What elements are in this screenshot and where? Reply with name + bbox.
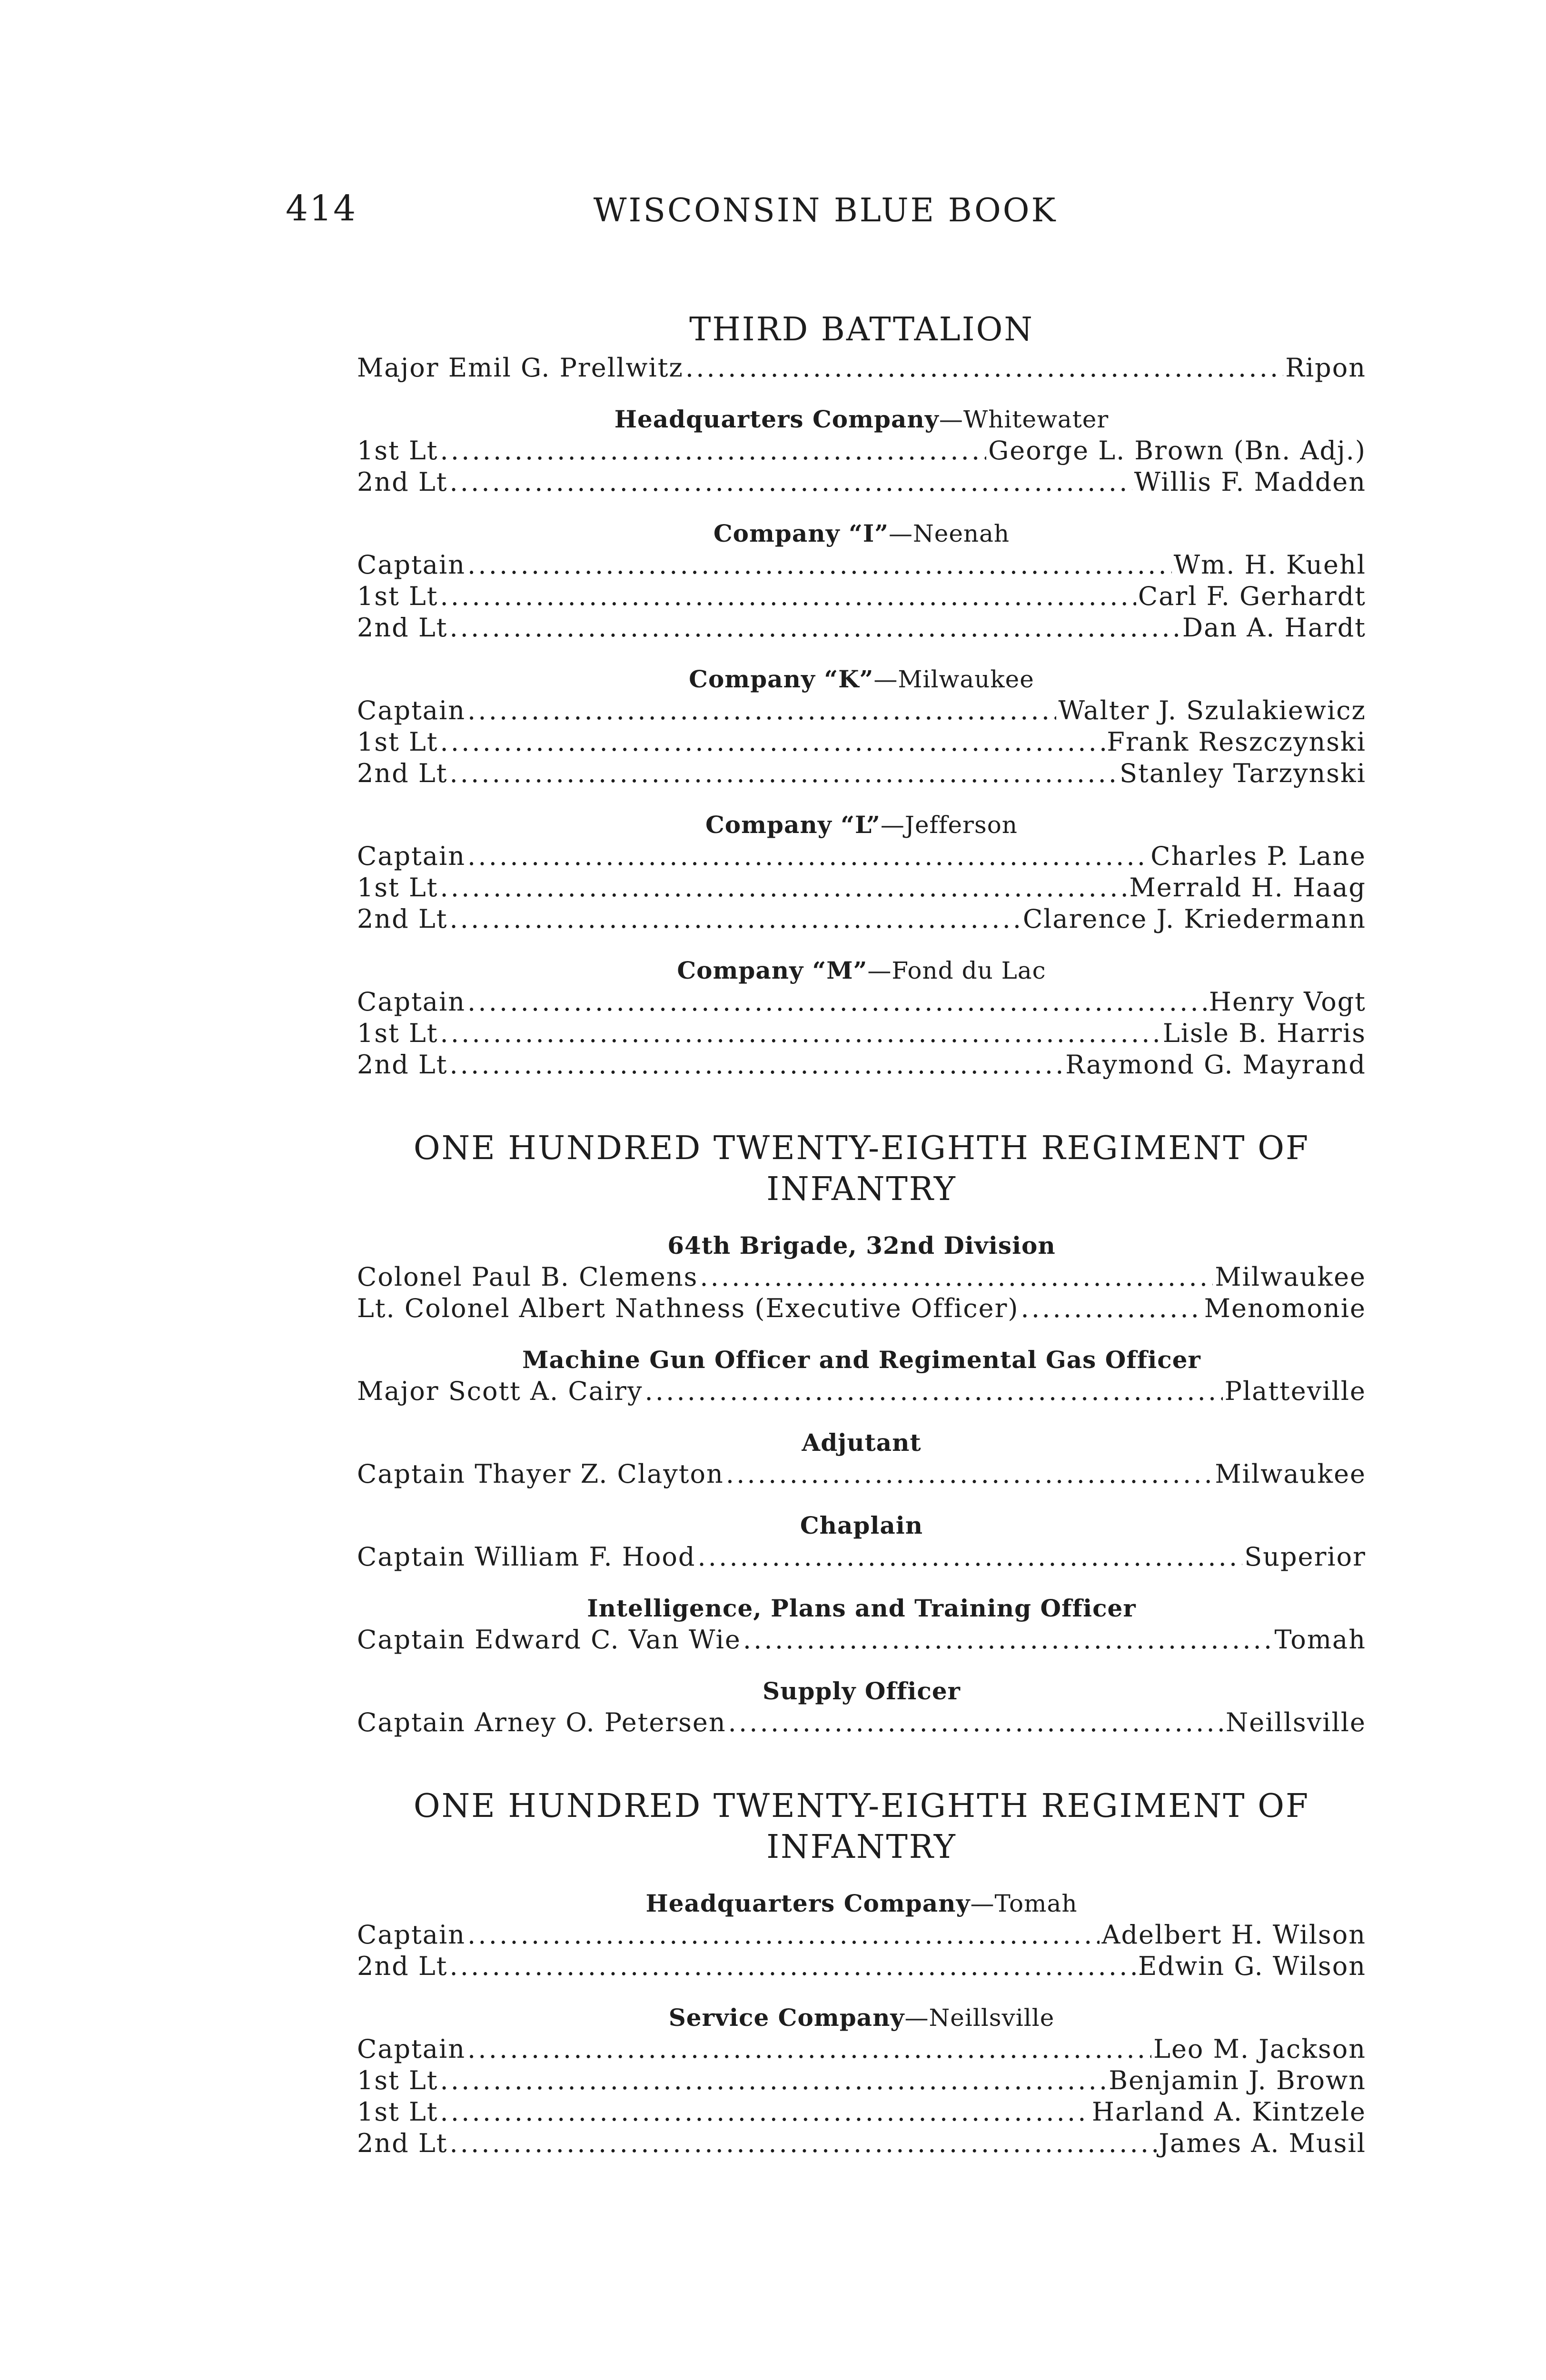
entry-rank-label: Captain Edward C. Van Wie (357, 1625, 741, 1655)
dot-leader (644, 1376, 1222, 1407)
roster-entry (357, 1376, 1366, 1407)
entry-value: Leo M. Jackson (1153, 2034, 1366, 2064)
group-heading-place: —Neenah (888, 520, 1010, 547)
section-spacer (357, 1738, 1366, 1786)
group-heading-place: —Fond du Lac (867, 957, 1046, 984)
roster-section (357, 1128, 1366, 1738)
entry-rank-label: 1st Lt (357, 436, 438, 466)
group-heading (357, 1427, 1366, 1458)
dot-leader (467, 986, 1207, 1018)
group-heading (357, 1888, 1366, 1919)
dot-leader (449, 1951, 1136, 1982)
roster-entry (357, 872, 1366, 903)
entry-rank-label: Major Scott A. Cairy (357, 1376, 643, 1406)
entry-rank-label: Captain Thayer Z. Clayton (357, 1459, 724, 1489)
group-heading-title: Company “I” (713, 519, 889, 547)
roster-entry (357, 1624, 1366, 1656)
group-heading-title: 64th Brigade, 32nd Division (667, 1231, 1056, 1259)
group-heading-title: Headquarters Company (614, 405, 939, 433)
entry-rank-label: 1st Lt (357, 2065, 438, 2095)
roster-content (357, 309, 1366, 2159)
group-heading-title: Headquarters Company (645, 1889, 971, 1917)
group-heading-place: —Milwaukee (873, 665, 1034, 693)
dot-leader (440, 726, 1105, 758)
roster-entry (357, 549, 1366, 581)
entry-rank-label: 2nd Lt (357, 467, 448, 497)
roster-entry (357, 466, 1366, 498)
page-number: 414 (286, 188, 357, 229)
entry-rank-label: 1st Lt (357, 727, 438, 757)
entry-rank-label: Captain (357, 1920, 466, 1950)
dot-leader (697, 1541, 1242, 1573)
entry-rank-label: Captain (357, 2034, 466, 2064)
group-heading-title: Company “L” (705, 811, 881, 839)
roster-entry (357, 903, 1366, 935)
dot-leader (726, 1458, 1213, 1490)
entry-rank-label: 2nd Lt (357, 904, 448, 934)
roster-entry (357, 1707, 1366, 1738)
group-heading-title: Company “K” (689, 665, 874, 693)
roster-entry (357, 581, 1366, 612)
entry-value: Dan A. Hardt (1182, 613, 1366, 643)
roster-entry (357, 1951, 1366, 1982)
entry-value: Frank Reszczynski (1107, 727, 1366, 757)
entry-value: Raymond G. Mayrand (1065, 1050, 1366, 1080)
group-heading-title: Company “M” (677, 956, 868, 984)
section-title: ONE HUNDRED TWENTY-EIGHTH REGIMENT OF INFANTRY (413, 1130, 1310, 1208)
roster-entry (357, 695, 1366, 726)
roster-entry (357, 1458, 1366, 1490)
roster-section (357, 1786, 1366, 2159)
group-heading-place: —Whitewater (939, 406, 1109, 433)
entry-value: Adelbert H. Wilson (1101, 1920, 1366, 1950)
group-heading-place: —Neillsville (904, 2004, 1055, 2032)
roster-entry (357, 352, 1366, 384)
entry-value: Tomah (1274, 1625, 1366, 1655)
entry-rank-label: 2nd Lt (357, 613, 448, 643)
dot-leader (685, 352, 1283, 384)
dot-leader (467, 1919, 1100, 1951)
entry-rank-label: 2nd Lt (357, 1951, 448, 1981)
entry-value: Carl F. Gerhardt (1138, 581, 1366, 611)
entry-value: Platteville (1224, 1376, 1366, 1406)
entry-rank-label: 2nd Lt (357, 758, 448, 788)
roster-entry (357, 758, 1366, 789)
group-heading-title: Machine Gun Officer and Regimental Gas Officer (522, 1346, 1201, 1374)
roster-entry (357, 726, 1366, 758)
group-heading-title: Adjutant (802, 1428, 922, 1457)
group-heading-title: Supply Officer (762, 1677, 961, 1705)
entry-value: James A. Musil (1159, 2128, 1366, 2158)
group-heading (357, 809, 1366, 841)
entry-rank-label: Captain (357, 550, 466, 580)
entry-value: Harland A. Kintzele (1091, 2097, 1366, 2127)
roster-entry (357, 612, 1366, 644)
dot-leader (440, 581, 1136, 612)
section-title: ONE HUNDRED TWENTY-EIGHTH REGIMENT OF INFANTRY (413, 1787, 1310, 1866)
roster-entry (357, 841, 1366, 872)
entry-value: Clarence J. Kriedermann (1022, 904, 1366, 934)
entry-value: Menomonie (1204, 1293, 1366, 1323)
dot-leader (440, 2096, 1090, 2128)
roster-entry (357, 2033, 1366, 2065)
dot-leader (743, 1624, 1273, 1656)
entry-rank-label: Captain (357, 695, 466, 725)
entry-rank-label: 2nd Lt (357, 2128, 448, 2158)
group-heading (357, 404, 1366, 435)
dot-leader (440, 2065, 1107, 2096)
page-header (286, 188, 1365, 236)
entry-rank-label: Captain Arney O. Petersen (357, 1707, 726, 1737)
group-heading-title: Service Company (668, 2003, 905, 2032)
running-title: WISCONSIN BLUE BOOK (593, 192, 1058, 229)
entry-value: Ripon (1285, 353, 1366, 383)
entry-rank-label: Captain (357, 987, 466, 1017)
section-spacer (357, 1081, 1366, 1128)
entry-rank-label: Captain William F. Hood (357, 1542, 696, 1572)
dot-leader (728, 1707, 1224, 1738)
group-heading-place: —Tomah (970, 1890, 1078, 1917)
entry-value: Milwaukee (1215, 1262, 1366, 1292)
entry-rank-label: Lt. Colonel Albert Nathness (Executive Officer) (357, 1293, 1019, 1323)
group-heading (357, 1230, 1366, 1261)
dot-leader (700, 1261, 1213, 1293)
dot-leader (440, 1018, 1161, 1049)
entry-value: Benjamin J. Brown (1109, 2065, 1366, 2095)
entry-rank-label: 1st Lt (357, 873, 438, 902)
entry-value: Merrald H. Haag (1129, 873, 1366, 902)
group-heading (357, 955, 1366, 986)
group-heading-title: Chaplain (800, 1511, 923, 1539)
roster-entry (357, 1541, 1366, 1573)
entry-value: Wm. H. Kuehl (1173, 550, 1366, 580)
group-heading (357, 1510, 1366, 1541)
entry-rank-label: 2nd Lt (357, 1050, 448, 1080)
entry-value: Willis F. Madden (1134, 467, 1366, 497)
roster-section (357, 309, 1366, 1081)
group-heading (357, 1344, 1366, 1376)
entry-rank-label: 1st Lt (357, 2097, 438, 2127)
dot-leader (449, 903, 1021, 935)
dot-leader (467, 549, 1172, 581)
dot-leader (449, 612, 1180, 644)
entry-value: Milwaukee (1215, 1459, 1366, 1489)
dot-leader (440, 872, 1128, 903)
entry-rank-label: Colonel Paul B. Clemens (357, 1262, 698, 1292)
entry-value: Edwin G. Wilson (1138, 1951, 1366, 1981)
group-heading (357, 664, 1366, 695)
dot-leader (440, 435, 987, 466)
entry-value: Henry Vogt (1209, 987, 1366, 1017)
entry-value: Lisle B. Harris (1162, 1018, 1366, 1048)
dot-leader (449, 466, 1132, 498)
entry-value: George L. Brown (Bn. Adj.) (988, 436, 1366, 466)
dot-leader (449, 2128, 1157, 2159)
group-heading-title: Intelligence, Plans and Training Officer (587, 1594, 1136, 1622)
roster-entry (357, 986, 1366, 1018)
group-heading-place: —Jefferson (880, 811, 1018, 839)
entry-rank-label: 1st Lt (357, 1018, 438, 1048)
roster-entry (357, 2096, 1366, 2128)
dot-leader (467, 841, 1149, 872)
roster-entry (357, 2128, 1366, 2159)
entry-rank-label: Captain (357, 841, 466, 871)
group-heading (357, 2002, 1366, 2033)
roster-entry (357, 2065, 1366, 2096)
group-heading (357, 1593, 1366, 1624)
roster-entry (357, 1049, 1366, 1081)
entry-value: Stanley Tarzynski (1120, 758, 1366, 788)
roster-entry (357, 1293, 1366, 1324)
entry-value: Neillsville (1225, 1707, 1366, 1737)
entry-value: Charles P. Lane (1150, 841, 1366, 871)
roster-entry (357, 1018, 1366, 1049)
entry-rank-label: 1st Lt (357, 581, 438, 611)
section-title: THIRD BATTALION (689, 311, 1034, 348)
entry-value: Walter J. Szulakiewicz (1058, 695, 1366, 725)
dot-leader (449, 1049, 1063, 1081)
entry-rank-label: Major Emil G. Prellwitz (357, 353, 684, 383)
group-heading (357, 1676, 1366, 1707)
roster-entry (357, 1919, 1366, 1951)
dot-leader (467, 2033, 1151, 2065)
group-heading (357, 518, 1366, 549)
roster-entry (357, 1261, 1366, 1293)
roster-entry (357, 435, 1366, 466)
dot-leader (467, 695, 1056, 726)
entry-value: Superior (1244, 1542, 1366, 1572)
dot-leader (449, 758, 1118, 789)
dot-leader (1021, 1293, 1202, 1324)
